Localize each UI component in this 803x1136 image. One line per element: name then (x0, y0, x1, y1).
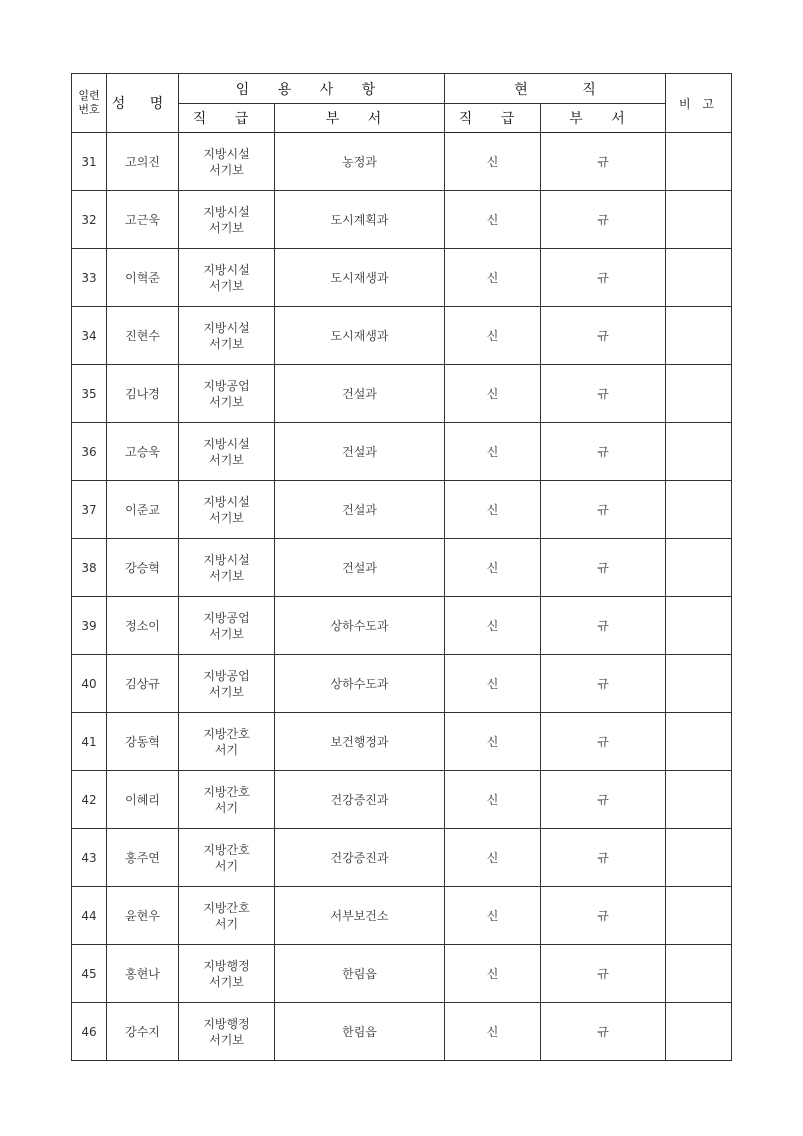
table-body (72, 133, 732, 1061)
name-cell: 이준교 (107, 481, 179, 539)
table-row (72, 365, 732, 423)
current-rank-cell: 신 (445, 365, 541, 423)
note-cell (666, 191, 732, 249)
note-cell (666, 249, 732, 307)
current-rank-cell: 신 (445, 307, 541, 365)
rank-line2: 서기 (214, 800, 239, 815)
rank-line1: 지방시설 (203, 320, 250, 335)
rank-line1: 지방시설 (203, 204, 250, 219)
serial-number-cell: 37 (72, 481, 107, 539)
note-cell (666, 365, 732, 423)
serial-number-cell: 31 (72, 133, 107, 191)
appointment-rank-cell (179, 597, 275, 655)
name-cell: 강동혁 (107, 713, 179, 771)
serial-number-cell: 32 (72, 191, 107, 249)
name-cell: 홍주연 (107, 829, 179, 887)
rank-line2: 서기보 (209, 336, 244, 351)
appointment-rank-cell (179, 481, 275, 539)
serial-number-cell: 34 (72, 307, 107, 365)
current-dept-cell: 규 (541, 481, 666, 539)
rank-line2: 서기보 (209, 510, 244, 525)
current-rank-cell: 신 (445, 713, 541, 771)
table-row (72, 539, 732, 597)
appointment-rank-cell (179, 1003, 275, 1061)
appointment-rank-cell (179, 307, 275, 365)
appointment-rank-cell (179, 249, 275, 307)
current-dept-cell: 규 (541, 771, 666, 829)
appointment-dept-cell: 건설과 (275, 423, 445, 481)
appointment-dept-cell: 보건행정과 (275, 713, 445, 771)
table-row (72, 307, 732, 365)
appointment-dept-cell: 도시재생과 (275, 249, 445, 307)
header-note: 비 고 (666, 74, 732, 133)
serial-number-cell: 35 (72, 365, 107, 423)
appointment-rank-cell (179, 945, 275, 1003)
rank-line2: 서기보 (209, 452, 244, 467)
current-rank-cell: 신 (445, 829, 541, 887)
current-rank-cell: 신 (445, 249, 541, 307)
serial-number-cell: 46 (72, 1003, 107, 1061)
rank-line2: 서기보 (209, 684, 244, 699)
name-cell: 강승혁 (107, 539, 179, 597)
header-appointment-rank: 직 급 (179, 104, 275, 133)
rank-line2: 서기 (214, 916, 239, 931)
appointment-dept-cell: 상하수도과 (275, 597, 445, 655)
appointment-dept-cell: 건설과 (275, 539, 445, 597)
appointment-dept-cell: 상하수도과 (275, 655, 445, 713)
current-dept-cell: 규 (541, 249, 666, 307)
name-cell: 강수지 (107, 1003, 179, 1061)
note-cell (666, 539, 732, 597)
table-row (72, 655, 732, 713)
rank-line2: 서기보 (209, 278, 244, 293)
current-rank-cell: 신 (445, 481, 541, 539)
header-appointment-dept: 부 서 (275, 104, 445, 133)
rank-line1: 지방공업 (203, 610, 250, 625)
table-row (72, 1003, 732, 1061)
current-rank-cell: 신 (445, 539, 541, 597)
appointment-dept-cell: 건강증진과 (275, 829, 445, 887)
serial-number-cell: 40 (72, 655, 107, 713)
rank-line2: 서기보 (209, 626, 244, 641)
appointment-rank-cell (179, 539, 275, 597)
header-current-position: 현 직 (445, 74, 666, 104)
name-cell: 고의진 (107, 133, 179, 191)
current-rank-cell: 신 (445, 191, 541, 249)
appointment-table (71, 73, 732, 1061)
name-cell: 진현수 (107, 307, 179, 365)
header-current-rank: 직 급 (445, 104, 541, 133)
rank-line1: 지방간호 (203, 842, 250, 857)
rank-line1: 지방간호 (203, 726, 250, 741)
rank-line1: 지방공업 (203, 668, 250, 683)
rank-line1: 지방공업 (203, 378, 250, 393)
note-cell (666, 887, 732, 945)
current-rank-cell: 신 (445, 887, 541, 945)
appointment-rank-cell (179, 423, 275, 481)
rank-line2: 서기 (214, 742, 239, 757)
current-rank-cell: 신 (445, 655, 541, 713)
table-row (72, 829, 732, 887)
note-cell (666, 829, 732, 887)
table-row (72, 191, 732, 249)
rank-line2: 서기보 (209, 974, 244, 989)
appointment-rank-cell (179, 829, 275, 887)
rank-line2: 서기보 (209, 394, 244, 409)
serial-number-cell: 42 (72, 771, 107, 829)
table-row (72, 133, 732, 191)
serial-number-cell: 44 (72, 887, 107, 945)
appointment-dept-cell: 도시재생과 (275, 307, 445, 365)
current-rank-cell: 신 (445, 771, 541, 829)
name-cell: 김나경 (107, 365, 179, 423)
appointment-dept-cell: 한림읍 (275, 945, 445, 1003)
rank-line1: 지방행정 (203, 1016, 250, 1031)
current-dept-cell: 규 (541, 713, 666, 771)
name-cell: 고승욱 (107, 423, 179, 481)
table-row (72, 945, 732, 1003)
table-row (72, 423, 732, 481)
appointment-rank-cell (179, 713, 275, 771)
current-dept-cell: 규 (541, 597, 666, 655)
serial-number-cell: 33 (72, 249, 107, 307)
current-rank-cell: 신 (445, 597, 541, 655)
appointment-rank-cell (179, 365, 275, 423)
table-row (72, 771, 732, 829)
appointment-dept-cell: 건강증진과 (275, 771, 445, 829)
header-current-dept: 부 서 (541, 104, 666, 133)
table-row (72, 481, 732, 539)
serial-number-cell: 39 (72, 597, 107, 655)
rank-line2: 서기 (214, 858, 239, 873)
rank-line1: 지방간호 (203, 900, 250, 915)
rank-line2: 서기보 (209, 568, 244, 583)
current-dept-cell: 규 (541, 1003, 666, 1061)
appointment-dept-cell: 서부보건소 (275, 887, 445, 945)
current-dept-cell: 규 (541, 307, 666, 365)
rank-line1: 지방시설 (203, 262, 250, 277)
current-dept-cell: 규 (541, 829, 666, 887)
name-cell: 윤현우 (107, 887, 179, 945)
appointment-rank-cell (179, 771, 275, 829)
current-dept-cell: 규 (541, 655, 666, 713)
appointment-dept-cell: 한림읍 (275, 1003, 445, 1061)
appointment-dept-cell: 건설과 (275, 365, 445, 423)
appointment-dept-cell: 농정과 (275, 133, 445, 191)
current-dept-cell: 규 (541, 423, 666, 481)
rank-line1: 지방시설 (203, 494, 250, 509)
note-cell (666, 771, 732, 829)
current-dept-cell: 규 (541, 191, 666, 249)
name-cell: 고근욱 (107, 191, 179, 249)
current-rank-cell: 신 (445, 423, 541, 481)
rank-line2: 서기보 (209, 162, 244, 177)
current-rank-cell: 신 (445, 133, 541, 191)
note-cell (666, 481, 732, 539)
name-cell: 이혜리 (107, 771, 179, 829)
name-cell: 이혁준 (107, 249, 179, 307)
header-serial-line1: 일련 (78, 89, 100, 102)
rank-line1: 지방시설 (203, 436, 250, 451)
header-serial-line2: 번호 (78, 103, 100, 116)
serial-number-cell: 41 (72, 713, 107, 771)
rank-line1: 지방간호 (203, 784, 250, 799)
current-rank-cell: 신 (445, 1003, 541, 1061)
current-dept-cell: 규 (541, 133, 666, 191)
table-row (72, 887, 732, 945)
header-name: 성 명 (107, 74, 179, 133)
name-cell: 홍현나 (107, 945, 179, 1003)
current-dept-cell: 규 (541, 945, 666, 1003)
note-cell (666, 307, 732, 365)
appointment-dept-cell: 건설과 (275, 481, 445, 539)
appointment-rank-cell (179, 655, 275, 713)
serial-number-cell: 43 (72, 829, 107, 887)
rank-line2: 서기보 (209, 1032, 244, 1047)
appointment-dept-cell: 도시계획과 (275, 191, 445, 249)
current-dept-cell: 규 (541, 887, 666, 945)
serial-number-cell: 36 (72, 423, 107, 481)
serial-number-cell: 38 (72, 539, 107, 597)
current-rank-cell: 신 (445, 945, 541, 1003)
name-cell: 정소이 (107, 597, 179, 655)
table-row (72, 249, 732, 307)
note-cell (666, 655, 732, 713)
note-cell (666, 423, 732, 481)
note-cell (666, 597, 732, 655)
note-cell (666, 945, 732, 1003)
rank-line1: 지방시설 (203, 552, 250, 567)
serial-number-cell: 45 (72, 945, 107, 1003)
appointment-rank-cell (179, 133, 275, 191)
rank-line1: 지방행정 (203, 958, 250, 973)
header-serial-number (72, 74, 107, 133)
name-cell: 김상규 (107, 655, 179, 713)
current-dept-cell: 규 (541, 539, 666, 597)
note-cell (666, 1003, 732, 1061)
note-cell (666, 133, 732, 191)
table-row (72, 713, 732, 771)
appointment-rank-cell (179, 887, 275, 945)
note-cell (666, 713, 732, 771)
appointment-rank-cell (179, 191, 275, 249)
rank-line1: 지방시설 (203, 146, 250, 161)
header-appointment: 임 용 사 항 (179, 74, 445, 104)
current-dept-cell: 규 (541, 365, 666, 423)
rank-line2: 서기보 (209, 220, 244, 235)
table-row (72, 597, 732, 655)
